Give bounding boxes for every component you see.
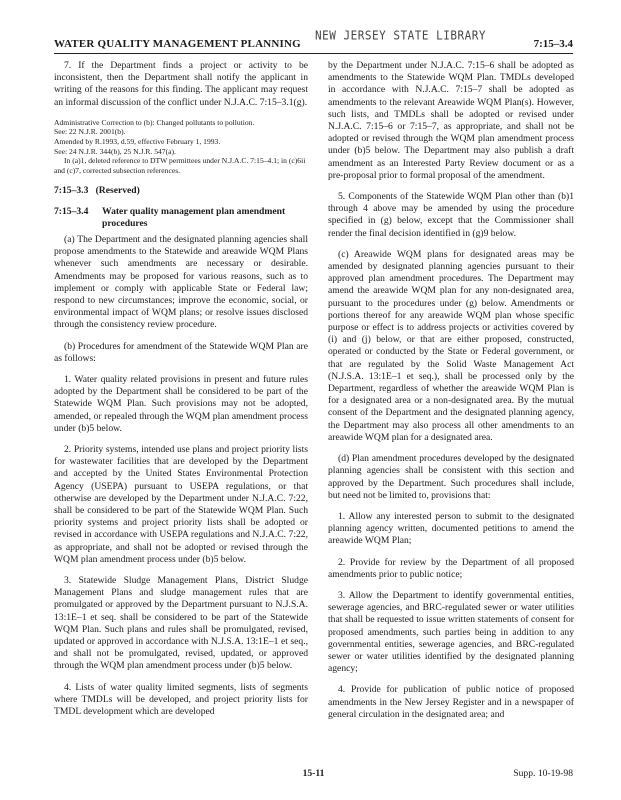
paragraph-b4: 4. Lists of water quality limited segments, lists of segments where TMDLs will be developed, and project priority lists for TMDL development which are developed	[54, 681, 308, 718]
header-rule	[54, 53, 573, 54]
section-number: 7:15–3.3	[54, 185, 89, 197]
history-note: See: 24 N.J.R. 344(b), 25 N.J.R. 547(a).	[54, 146, 176, 156]
paragraph-d2: 2. Provide for review by the Department of all proposed amendments prior to public notice;	[328, 556, 574, 580]
paragraph-7: 7. If the Department finds a project or activity to be inconsistent, then the Department shall notify the applicant in writing of the reasons for this finding. The applicant may request an informal discussion of the conflict under N.J.A.C. 7:15–3.1(g).	[54, 60, 308, 108]
paragraph-c: (c) Areawide WQM plans for designated areas may be amended by designated planning agencies pursuant to their approved plan amendment procedures. The Department may amend the areawide WQM plan for any non-designated area, pursuant to the procedures under (g) below. Amendments or portions thereof for any areawide WQM plan whose specific purpose or effect is to address projects or activities covered by (i) and (j) below, or that are either proposed, constructed, operated or conducted by the State or Federal government, or that are regulated by the Solid Waste Management Act (N.J.S.A. 13:1E–1 et seq.), shall be processed only by the Department, regardless of whether the areawide WQM Plan is for a designated area or a non-designated area. By the mutual consent of the Department and the designated planning agency, the Department may also process all other amendments to an areawide WQM plan for a designated area.	[328, 248, 574, 443]
section-reserved	[54, 185, 308, 197]
paragraph-b: (b) Procedures for amendment of the Statewide WQM Plan are as follows:	[54, 340, 308, 364]
running-head-section: 7:15–3.4	[533, 38, 573, 50]
paragraph-b2: 2. Priority systems, intended use plans and project priority lists for wastewater facilities that are developed by the Department and accepted by the United States Environmental Protection Agency (USEPA) pursuant to USEPA regulations, or that otherwise are developed by the Department under N.J.A.C. 7:22, shall be considered to be part of the Statewide WQM Plan. Such priority systems and project priority lists shall be adopted or revised in accordance with USEPA regulations and N.J.A.C. 7:22, as appropriate, and shall not be adopted or revised through the WQM plan amendment process under (b)5 below.	[54, 444, 308, 565]
section-label: (Reserved)	[95, 185, 140, 197]
left-column	[54, 60, 308, 727]
history-note: In (a)1, deleted reference to DTW permittees under N.J.A.C. 7:15–4.1; in (c)6ii and (c)7, corrected subsection references.	[54, 156, 306, 175]
page-header	[54, 30, 573, 54]
history-note: Amended by R.1993, d.59, effective February 1, 1993.	[54, 137, 221, 146]
paragraph-d1: 1. Allow any interested person to submit to the designated planning agency written, documented petitions to amend the areawide WQM Plan;	[328, 510, 574, 547]
section-number: 7:15–3.4	[54, 205, 89, 217]
paragraph-b1: 1. Water quality related provisions in present and future rules adopted by the Department shall be considered to be part of the Statewide WQM Plan. Such provisions may not be adopted, amended, or repealed through the WQM plan amendment process under (b)5 below.	[54, 374, 308, 434]
section-heading	[54, 206, 308, 230]
section-title: Water quality management plan amendment procedures	[102, 205, 286, 229]
page-footer	[54, 768, 573, 782]
history-note: Administrative Correction to (b): Changed pollutants to pollution.	[54, 117, 255, 127]
paragraph-a: (a) The Department and the designated planning agencies shall propose amendments to the Statewide and areawide WQM Plans whenever such amendments are necessary or desirable. Amendments may be proposed for various reasons, such as to implement or comply with applicable State or Federal law; respond to new circumstances; improve the economic, social, or environmental impact of WQM plans; or resolve issues disclosed through the consistency review procedure.	[54, 233, 308, 331]
right-column	[328, 60, 574, 730]
paragraph-b4-continued: by the Department under N.J.A.C. 7:15–6 shall be adopted as amendments to the Statewide WQM Plan. TMDLs developed in accordance with N.J.A.C. 7:15–7 shall be adopted as amendments to the relevant Areawide WQM Plan(s). However, such lists, and TMDLs shall be adopted or revised under N.J.A.C. 7:15–6 or 7:15–7, as appropriate, and shall not be adopted or revised through the WQM plan amendment process under (b)5 below. The Department may also publish a draft amendment as an Interested Party Review document or as a pre-proposal prior to formal proposal of the amendment.	[328, 60, 574, 181]
history-note: See: 22 N.J.R. 2001(b).	[54, 127, 126, 137]
page-number: 15-11	[302, 768, 325, 779]
paragraph-b5: 5. Components of the Statewide WQM Plan other than (b)1 through 4 above may be amended by using the procedure specified in (g) below, except that the Commissioner shall render the final decision identified in (g)9 below.	[328, 191, 574, 239]
paragraph-d: (d) Plan amendment procedures developed by the designated planning agencies shall be consistent with this section and approved by the Department. Such procedures shall include, but need not be limited to, provisions that:	[328, 453, 574, 501]
supplement-date: Supp. 10-19-98	[513, 768, 573, 779]
paragraph-b3: 3. Statewide Sludge Management Plans, District Sludge Management Plans and sludge management rules that are promulgated or approved by the Department pursuant to N.J.S.A. 13:1E–1 et seq. shall be considered to be part of the Statewide WQM Plan. Such plans and rules shall be promulgated, revised, updated or approved in accordance with N.J.S.A. 13:1E–1 et seq., and shall not be promulgated, revised, updated, or approved through the WQM plan amendment process under (b)5 below.	[54, 575, 308, 672]
paragraph-d3: 3. Allow the Department to identify governmental entities, sewerage agencies, and BRC-regulated sewer or water utilities that shall be requested to issue written statements of consent for proposed amendments, such parties being in addition to any governmental entities, sewerage agencies, and BRC-regulated sewer or water utilities identified by the designated planning agency;	[328, 589, 574, 675]
running-head-title: WATER QUALITY MANAGEMENT PLANNING	[54, 38, 301, 50]
library-stamp: NEW JERSEY STATE LIBRARY	[315, 28, 486, 43]
paragraph-d4: 4. Provide for publication of public notice of proposed amendments in the New Jersey Register and in a newspaper of general circulation in the designated area; and	[328, 684, 574, 720]
